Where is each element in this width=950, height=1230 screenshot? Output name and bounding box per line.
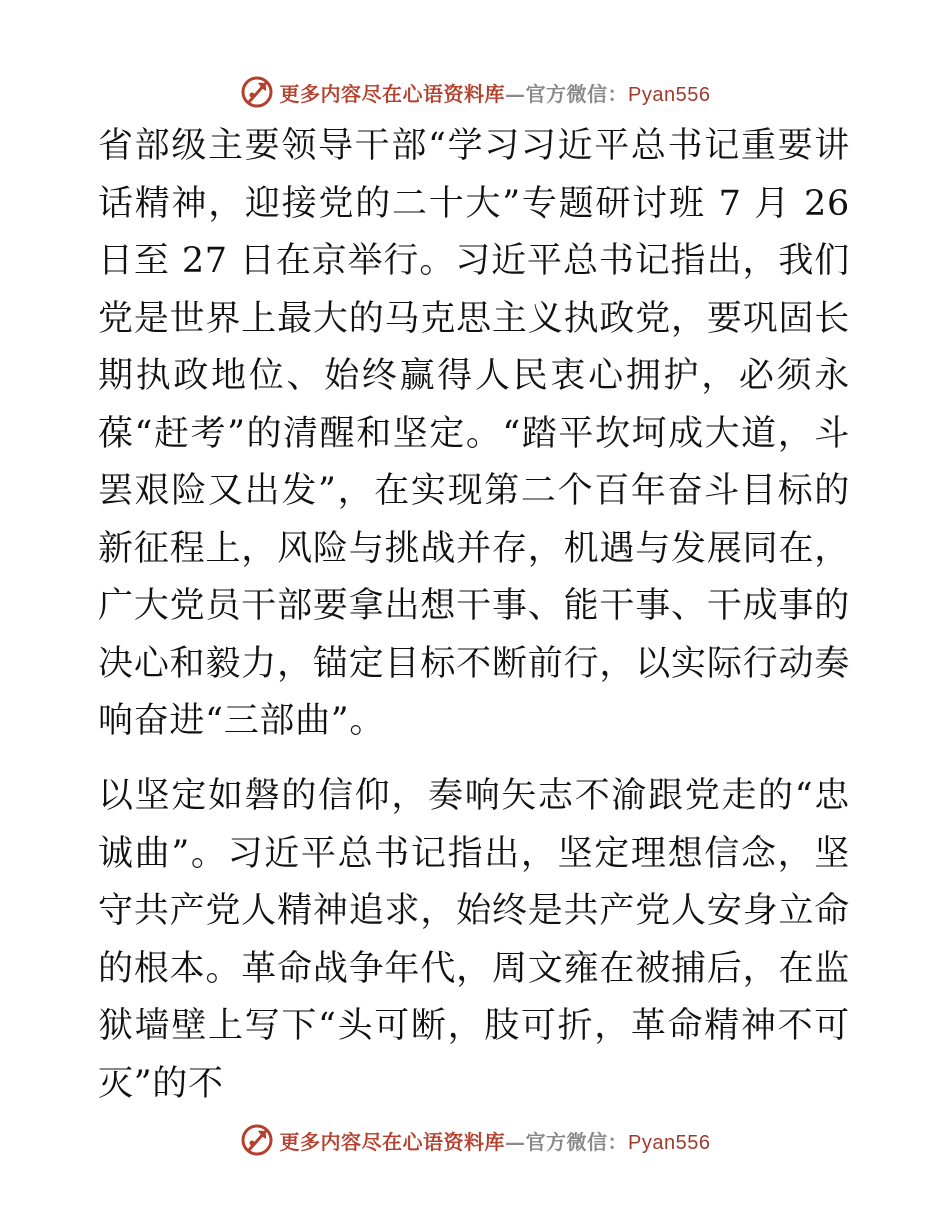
header-banner-wechat-id: Pyan556	[628, 83, 711, 106]
footer-banner	[0, 1120, 950, 1160]
footer-banner-text	[280, 1126, 711, 1155]
header-banner-text	[280, 78, 711, 107]
quill-pen-logo-icon	[240, 1123, 274, 1157]
body-paragraph-2: 以坚定如磐的信仰，奏响矢志不渝跟党走的“忠诚曲”。习近平总书记指出，坚定理想信念，坚守共产党人精神追求，始终是共产党人安身立命的根本。革命战争年代，周文雍在被捕后，在监狱墙壁上写下“头可断，肢可折，革命精神不可灭”的不	[98, 776, 850, 1104]
footer-banner-wechat-id: Pyan556	[628, 1131, 711, 1154]
footer-banner-main: 更多内容尽在心语资料库	[279, 1129, 506, 1154]
quill-pen-logo-icon	[240, 75, 274, 109]
header-banner	[0, 72, 950, 112]
body-paragraph-1: 省部级主要领导干部“学习习近平总书记重要讲话精神，迎接党的二十大”专题研讨班 7 月 26 日至 27 日在京举行。习近平总书记指出，我们党是世界上最大的马克思主义执政党，要巩固长期执政地位、始终赢得人民衷心拥护，必须永葆“赶考”的清醒和坚定。“踏平坎坷成大道，斗罢艰险又出发”，在实现第二个百年奋斗目标的新征程上，风险与挑战并存，机遇与发展同在，广大党员干部要拿出想干事、能干事、干成事的决心和毅力，锚定目标不断前行，以实际行动奏响奋进“三部曲”。	[98, 126, 850, 741]
footer-banner-separator: —官方微信：	[505, 1129, 629, 1154]
header-banner-separator: —官方微信：	[505, 81, 629, 106]
header-banner-main: 更多内容尽在心语资料库	[279, 81, 506, 106]
